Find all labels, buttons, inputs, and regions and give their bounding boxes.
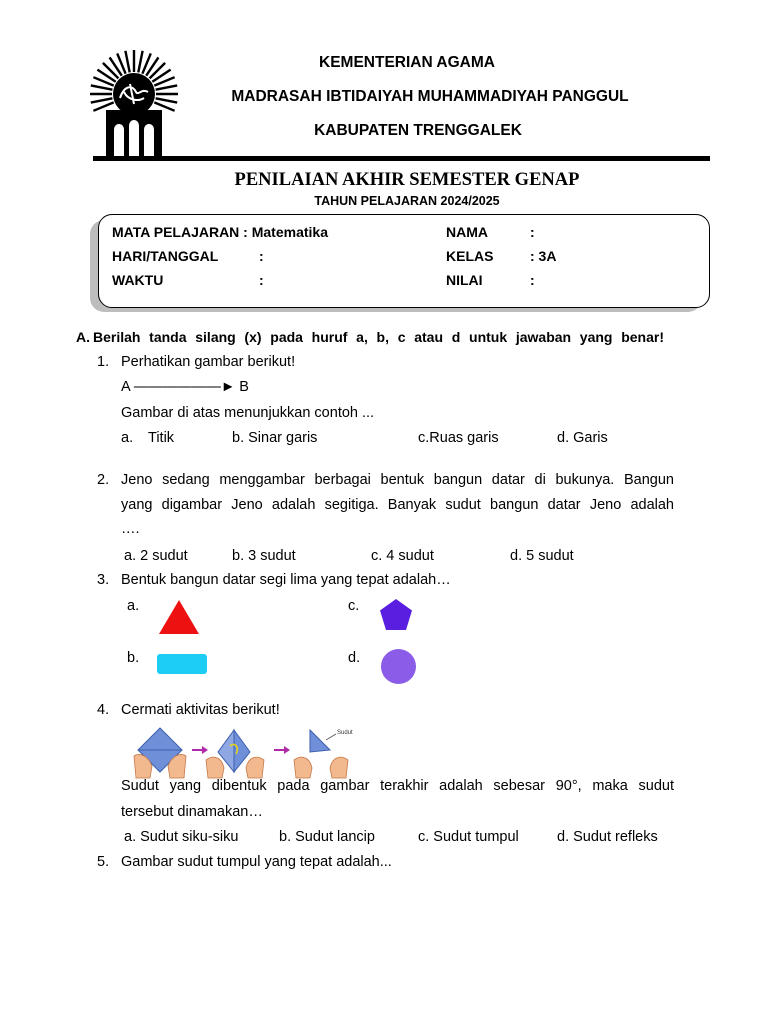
q1-option-d[interactable]: d. Garis	[557, 430, 608, 446]
q3-text: Bentuk bangun datar segi lima yang tepat adalah…	[121, 572, 451, 588]
kelas-value: : 3A	[530, 248, 557, 264]
section-a-marker: A.	[76, 329, 90, 345]
header-divider	[93, 156, 710, 161]
hari-colon: :	[259, 248, 264, 264]
nama-value: :	[530, 224, 535, 240]
q4-option-a[interactable]: a. Sudut siku-siku	[124, 829, 239, 845]
kelas-label: KELAS	[446, 248, 494, 264]
q1-text: Perhatikan gambar berikut!	[121, 354, 296, 370]
q5-text: Gambar sudut tumpul yang tepat adalah...	[121, 854, 392, 870]
q4-option-c[interactable]: c. Sudut tumpul	[418, 829, 519, 845]
q1-option-a[interactable]: Titik	[148, 430, 175, 446]
q1-question: Gambar di atas menunjukkan contoh ...	[121, 405, 375, 421]
q4-text: Cermati aktivitas berikut!	[121, 702, 280, 718]
q1-option-b[interactable]: b. Sinar garis	[232, 430, 318, 446]
q2-text-line2: yang digambar Jeno adalah segitiga. Banyak sudut bangun datar Jeno adalah	[121, 497, 674, 513]
q2-option-c[interactable]: c. 4 sudut	[371, 548, 434, 564]
q2-option-a[interactable]: a. 2 sudut	[124, 548, 188, 564]
header-regency: KABUPATEN TRENGGALEK	[314, 122, 522, 139]
mapel-label: MATA PELAJARAN : Matematika	[112, 224, 328, 240]
rectangle-shape	[157, 654, 207, 674]
exam-subtitle: TAHUN PELAJARAN 2024/2025	[314, 194, 500, 208]
q1-figure-ray: A ——————► B	[121, 379, 249, 395]
q4-text-line2: tersebut dinamakan…	[121, 804, 263, 820]
q2-text-line3: ….	[121, 521, 140, 537]
q4-number: 4.	[97, 702, 110, 718]
q2-option-b[interactable]: b. 3 sudut	[232, 548, 296, 564]
q3-number: 3.	[97, 572, 110, 588]
waktu-label: WAKTU	[112, 272, 164, 288]
q2-text-line1: Jeno sedang menggambar berbagai bentuk bangun datar di bukunya. Bangun	[121, 472, 674, 488]
q1-number: 1.	[97, 354, 110, 370]
q1-option-c[interactable]: c.Ruas garis	[418, 430, 499, 446]
header-school: MADRASAH IBTIDAIYAH MUHAMMADIYAH PANGGUL	[231, 88, 629, 105]
q4-figure-label: Sudut	[337, 730, 353, 736]
nilai-value: :	[530, 272, 535, 288]
waktu-colon: :	[259, 272, 264, 288]
q4-option-b[interactable]: b. Sudut lancip	[279, 829, 375, 845]
q2-number: 2.	[97, 472, 110, 488]
paper-folding-illustration	[130, 726, 355, 780]
q2-option-d[interactable]: d. 5 sudut	[510, 548, 574, 564]
nilai-label: NILAI	[446, 272, 483, 288]
q4-text-line1: Sudut yang dibentuk pada gambar terakhir adalah sebesar 90°, maka sudut	[121, 778, 674, 794]
q3-option-c[interactable]: c.	[348, 598, 360, 614]
q3-option-b[interactable]: b.	[127, 650, 140, 666]
header-ministry: KEMENTERIAN AGAMA	[319, 54, 495, 71]
circle-shape	[381, 649, 416, 684]
pentagon-shape	[379, 598, 413, 632]
nama-label: NAMA	[446, 224, 488, 240]
q3-option-d[interactable]: d.	[348, 650, 361, 666]
triangle-shape	[159, 600, 199, 634]
hari-label: HARI/TANGGAL	[112, 248, 219, 264]
q5-number: 5.	[97, 854, 110, 870]
q3-option-a[interactable]: a.	[127, 598, 140, 614]
q1-option-a-letter[interactable]: a.	[121, 430, 134, 446]
section-a-instruction: Berilah tanda silang (x) pada huruf a, b, c atau d untuk jawaban yang benar!	[93, 329, 664, 345]
exam-title: PENILAIAN AKHIR SEMESTER GENAP	[234, 170, 580, 190]
q4-option-d[interactable]: d. Sudut refleks	[557, 829, 658, 845]
